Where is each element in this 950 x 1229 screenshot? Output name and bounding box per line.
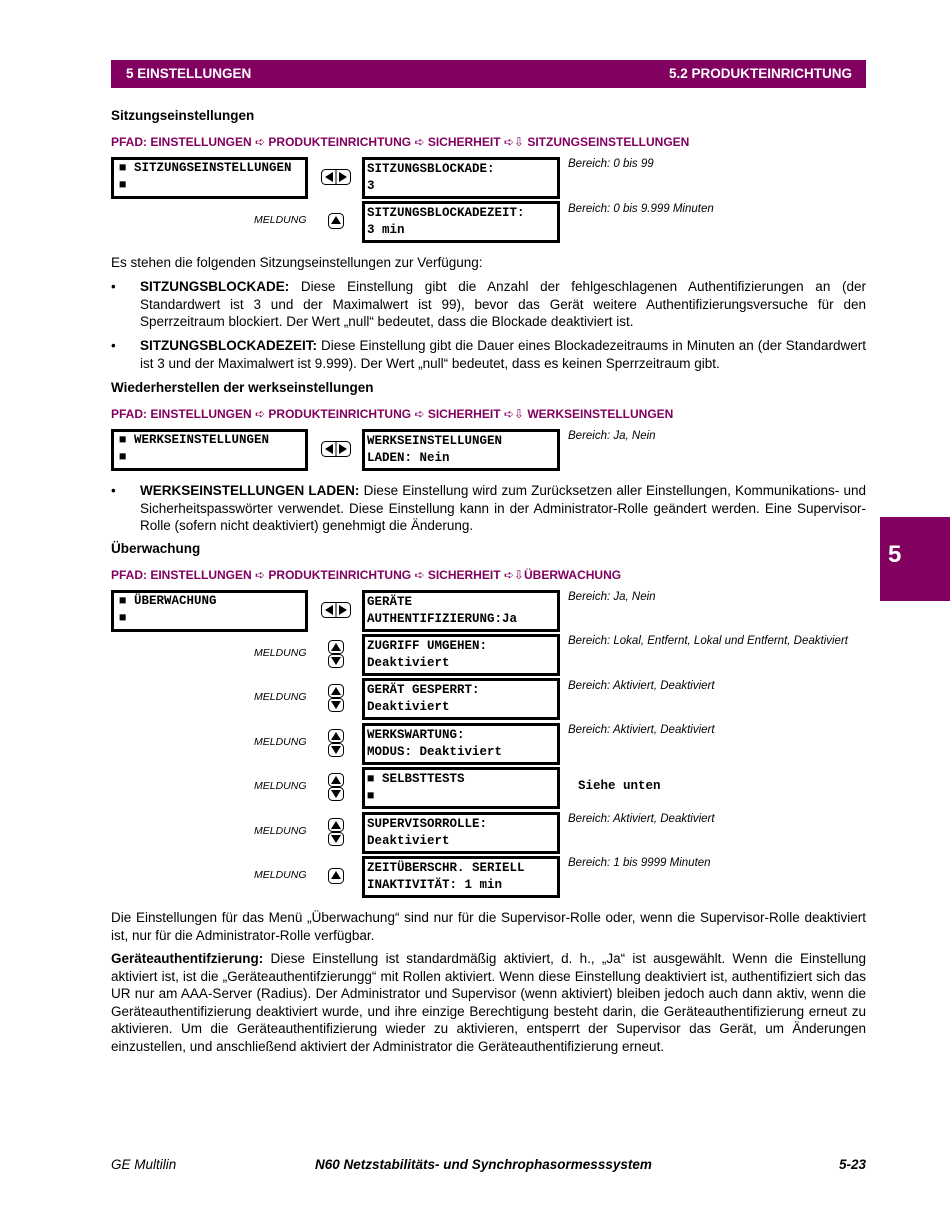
see-below-note: Siehe unten — [578, 779, 661, 793]
section-title-session: Sitzungseinstellungen — [111, 108, 255, 123]
meldung-label: MELDUNG — [254, 647, 307, 659]
up-arrow-icon[interactable] — [328, 213, 344, 229]
left-right-arrows-icon[interactable] — [321, 169, 351, 185]
path-supervision: PFAD: EINSTELLUNGEN ➪ PRODUKTEINRICHTUNG ➪ SICHERHEIT ➪⇩ÜBERWACHUNG — [111, 568, 622, 582]
chapter-tab-number: 5 — [888, 541, 902, 568]
header-section: 5.2 PRODUKTEINRICHTUNG — [668, 66, 852, 81]
session-intro: Es stehen die folgenden Sitzungseinstellungen zur Verfügung: — [111, 255, 483, 270]
setting-box-factory-load[interactable]: WERKSEINSTELLUNGEN LADEN: Nein — [362, 429, 560, 471]
up-down-arrows-icon[interactable] — [328, 773, 344, 801]
section-title-factory: Wiederherstellen der werkseinstellungen — [111, 380, 374, 395]
meldung-label: MELDUNG — [254, 825, 307, 837]
setting-box-bypass-access[interactable]: ZUGRIFF UMGEHEN: Deaktiviert — [362, 634, 560, 676]
range-supervisor-role: Bereich: Aktiviert, Deaktiviert — [568, 813, 715, 825]
up-arrow-icon[interactable] — [328, 868, 344, 884]
section-title-supervision: Überwachung — [111, 541, 201, 556]
meldung-label: MELDUNG — [254, 214, 307, 226]
menu-box-supervision[interactable]: ■ ÜBERWACHUNG ■ — [111, 590, 308, 632]
range-serial-timeout: Bereich: 1 bis 9999 Minuten — [568, 857, 711, 869]
supervision-paragraph: Die Einstellungen für das Menü „Überwachung“ sind nur für die Supervisor-Rolle oder, wenn die Supervisor-Rolle deaktiviert ist, nur für die Administrator-Rolle verfügbar. — [111, 910, 866, 943]
page-header — [111, 60, 866, 88]
device-auth-paragraph: Geräteauthentifzierung: Diese Einstellung ist standardmäßig aktiviert, d. h., „Ja“ ist ausgewählt. Wenn die Einstellung aktiviert ist, ist die „Geräteauthentifzierungg“ mit Rollen aktiviert. Wenn diese Einstellung deaktiviert ist, authentifiziert sich das UR nur am AAA-Server (Radius). Der Administrator und Supervisor (wenn aktiviert) bleiben jedoch auch dann aktiv, wenn die Geräteauthentifizierung deaktiviert wurde, und ihre einzige Berechtigung besteht darin, die Geräteauthentifizierung erneut zu aktivieren. Um die Geräteauthentifizierung wieder zu aktivieren, entsperrt der Supervisor das Gerät, um Änderungen einzustellen, und anschließend aktiviert der Administrator die Geräteauthentifizierung erneut. — [111, 951, 866, 1054]
up-down-arrows-icon[interactable] — [328, 729, 344, 757]
setting-box-session-lockout[interactable]: SITZUNGSBLOCKADE: 3 — [362, 157, 560, 199]
range-session-lockout: Bereich: 0 bis 99 — [568, 158, 654, 170]
range-device-auth: Bereich: Ja, Nein — [568, 591, 656, 603]
range-bypass-access: Bereich: Lokal, Entfernt, Lokal und Entfernt, Deaktiviert — [568, 635, 848, 647]
range-device-locked: Bereich: Aktiviert, Deaktiviert — [568, 680, 715, 692]
footer-title: N60 Netzstabilitäts- und Synchrophasormesssystem — [315, 1157, 652, 1172]
bullet-session-lockout-time: • SITZUNGSBLOCKADEZEIT: Diese Einstellung gibt die Dauer eines Blockadezeitraums in Minuten an (der Standardwert ist 3 und der Maximalwert ist 9.999). Der Wert „null“ bedeutet, dass es keinen Sperrzeitraum gibt. — [111, 338, 866, 371]
setting-box-factory-service[interactable]: WERKSWARTUNG: MODUS: Deaktiviert — [362, 723, 560, 765]
up-down-arrows-icon[interactable] — [328, 684, 344, 712]
menu-box-session[interactable]: ■ SITZUNGSEINSTELLUNGEN ■ — [111, 157, 308, 199]
meldung-label: MELDUNG — [254, 736, 307, 748]
setting-box-serial-timeout[interactable]: ZEITÜBERSCHR. SERIELL INAKTIVITÄT: 1 min — [362, 856, 560, 898]
up-down-arrows-icon[interactable] — [328, 818, 344, 846]
bullet-session-lockout: • SITZUNGSBLOCKADE: Diese Einstellung gibt die Anzahl der fehlgeschlagenen Authentifizierungen an (der Standardwert ist 3 und der Maximalwert ist 99), bevor das Gerät weitere Authentifizierungsversuche für den Sperrzeitraum blockiert. Der Wert „null“ bedeutet, dass die Blockade deaktiviert ist. — [111, 279, 866, 329]
left-right-arrows-icon[interactable] — [321, 602, 351, 618]
range-factory-load: Bereich: Ja, Nein — [568, 430, 656, 442]
footer-company: GE Multilin — [111, 1157, 177, 1172]
header-chapter: 5 EINSTELLUNGEN — [126, 66, 252, 81]
page-number: 5-23 — [838, 1157, 866, 1172]
up-down-arrows-icon[interactable] — [328, 640, 344, 668]
range-session-lockout-time: Bereich: 0 bis 9.999 Minuten — [568, 203, 714, 215]
menu-box-factory[interactable]: ■ WERKSEINSTELLUNGEN ■ — [111, 429, 308, 471]
bullet-factory-load: • WERKSEINSTELLUNGEN LADEN: Diese Einstellung wird zum Zurücksetzen aller Einstellungen, Kommunikations- und Sicherheitspasswörter verwendet. Diese Einstellung kann in der Administrator-Rolle geändert werden. Eine Supervisor-Rolle (sofern nicht deaktiviert) genehmigt die Änderung. — [111, 483, 866, 533]
setting-box-device-locked[interactable]: GERÄT GESPERRT: Deaktiviert — [362, 678, 560, 720]
path-session: PFAD: EINSTELLUNGEN ➪ PRODUKTEINRICHTUNG ➪ SICHERHEIT ➪⇩ SITZUNGSEINSTELLUNGEN — [111, 135, 690, 149]
meldung-label: MELDUNG — [254, 869, 307, 881]
setting-box-supervisor-role[interactable]: SUPERVISORROLLE: Deaktiviert — [362, 812, 560, 854]
path-factory: PFAD: EINSTELLUNGEN ➪ PRODUKTEINRICHTUNG ➪ SICHERHEIT ➪⇩ WERKSEINSTELLUNGEN — [111, 407, 674, 421]
setting-box-selftests[interactable]: ■ SELBSTTESTS ■ — [362, 767, 560, 809]
range-factory-service: Bereich: Aktiviert, Deaktiviert — [568, 724, 715, 736]
setting-box-device-auth[interactable]: GERÄTE AUTHENTIFIZIERUNG:Ja — [362, 590, 560, 632]
meldung-label: MELDUNG — [254, 780, 307, 792]
chapter-tab — [880, 517, 950, 601]
meldung-label: MELDUNG — [254, 691, 307, 703]
setting-box-session-lockout-time[interactable]: SITZUNGSBLOCKADEZEIT: 3 min — [362, 201, 560, 243]
left-right-arrows-icon[interactable] — [321, 441, 351, 457]
